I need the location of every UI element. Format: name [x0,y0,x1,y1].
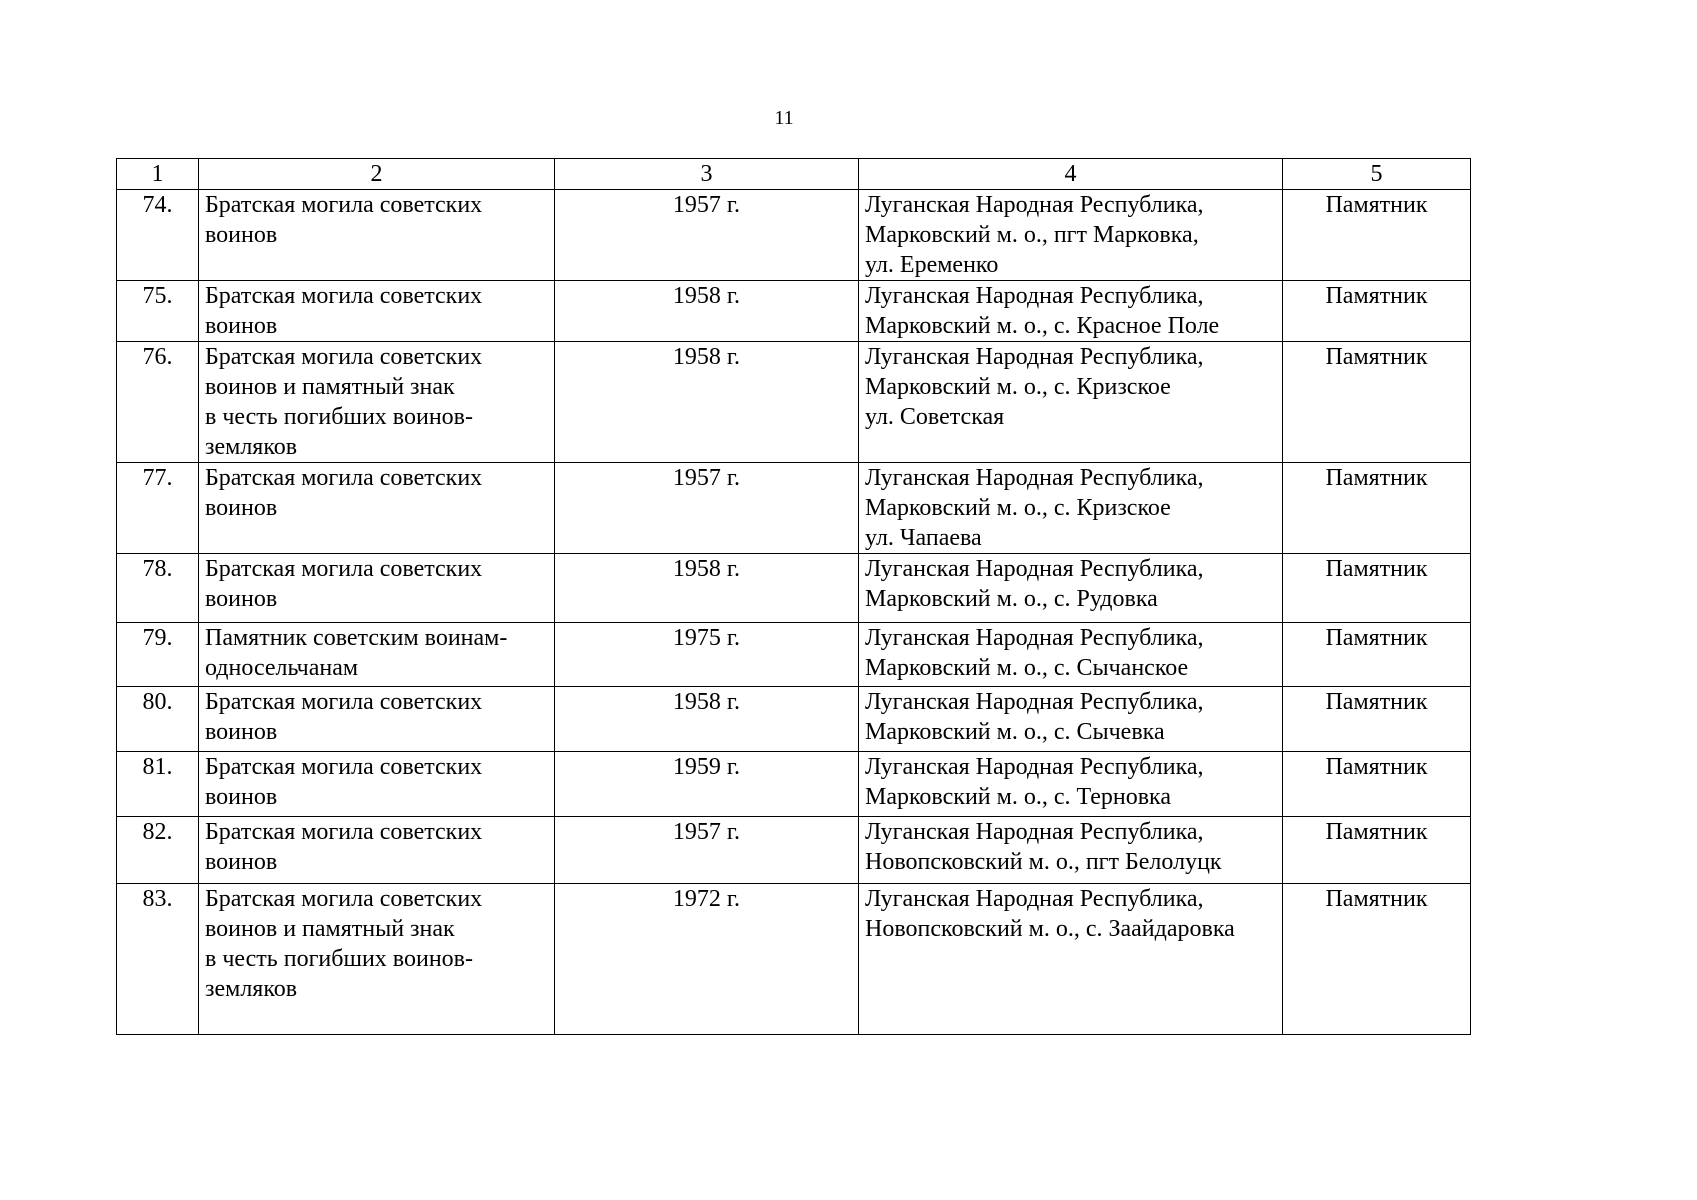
object-category: Памятник [1283,884,1471,1035]
object-location: Луганская Народная Республика, Марковский м. о., с. Красное Поле [859,281,1283,342]
object-year: 1957 г. [555,817,859,884]
object-year: 1957 г. [555,190,859,281]
object-year: 1958 г. [555,687,859,752]
table-row [117,817,1471,884]
table-row [117,554,1471,623]
column-header-name: 2 [199,159,555,190]
object-location: Луганская Народная Республика, Новопсковский м. о., с. Заайдаровка [859,884,1283,1035]
object-location: Луганская Народная Республика, Марковский м. о., с. Кризское ул. Чапаева [859,463,1283,554]
object-category: Памятник [1283,752,1471,817]
object-name: Братская могила советских воинов [199,463,555,554]
object-name: Братская могила советских воинов и памятный знак в честь погибших воинов- земляков [199,342,555,463]
object-name: Братская могила советских воинов [199,190,555,281]
row-number: 83. [117,884,199,1035]
row-number: 81. [117,752,199,817]
column-header-year: 3 [555,159,859,190]
row-number: 76. [117,342,199,463]
object-year: 1959 г. [555,752,859,817]
object-category: Памятник [1283,623,1471,687]
object-year: 1975 г. [555,623,859,687]
row-number: 77. [117,463,199,554]
column-header-category: 5 [1283,159,1471,190]
row-number: 78. [117,554,199,623]
object-year: 1957 г. [555,463,859,554]
object-year: 1972 г. [555,884,859,1035]
object-name: Памятник советским воинам- односельчанам [199,623,555,687]
object-name: Братская могила советских воинов [199,752,555,817]
object-year: 1958 г. [555,554,859,623]
table-row [117,342,1471,463]
column-header-location: 4 [859,159,1283,190]
row-number: 74. [117,190,199,281]
object-location: Луганская Народная Республика, Марковский м. о., с. Терновка [859,752,1283,817]
object-location: Луганская Народная Республика, Новопсковский м. о., пгт Белолуцк [859,817,1283,884]
object-category: Памятник [1283,342,1471,463]
object-name: Братская могила советских воинов [199,687,555,752]
object-year: 1958 г. [555,342,859,463]
row-number: 80. [117,687,199,752]
object-name: Братская могила советских воинов [199,281,555,342]
object-location: Луганская Народная Республика, Марковский м. о., с. Кризское ул. Советская [859,342,1283,463]
object-category: Памятник [1283,463,1471,554]
table-row [117,623,1471,687]
table-row [117,463,1471,554]
object-category: Памятник [1283,687,1471,752]
column-header-number: 1 [117,159,199,190]
monuments-table [116,158,1471,1035]
object-name: Братская могила советских воинов и памятный знак в честь погибших воинов- земляков [199,884,555,1035]
object-category: Памятник [1283,281,1471,342]
table-row [117,281,1471,342]
table-row [117,190,1471,281]
page-number: 11 [774,107,794,129]
object-location: Луганская Народная Республика, Марковский м. о., с. Сычевка [859,687,1283,752]
table-header-row [117,159,1471,190]
object-category: Памятник [1283,190,1471,281]
table-row [117,752,1471,817]
row-number: 75. [117,281,199,342]
object-location: Луганская Народная Республика, Марковский м. о., с. Рудовка [859,554,1283,623]
row-number: 79. [117,623,199,687]
table-row [117,884,1471,1035]
row-number: 82. [117,817,199,884]
object-name: Братская могила советских воинов [199,817,555,884]
object-name: Братская могила советских воинов [199,554,555,623]
object-location: Луганская Народная Республика, Марковский м. о., с. Сычанское [859,623,1283,687]
object-location: Луганская Народная Республика, Марковский м. о., пгт Марковка, ул. Еременко [859,190,1283,281]
table-row [117,687,1471,752]
object-category: Памятник [1283,817,1471,884]
object-category: Памятник [1283,554,1471,623]
object-year: 1958 г. [555,281,859,342]
